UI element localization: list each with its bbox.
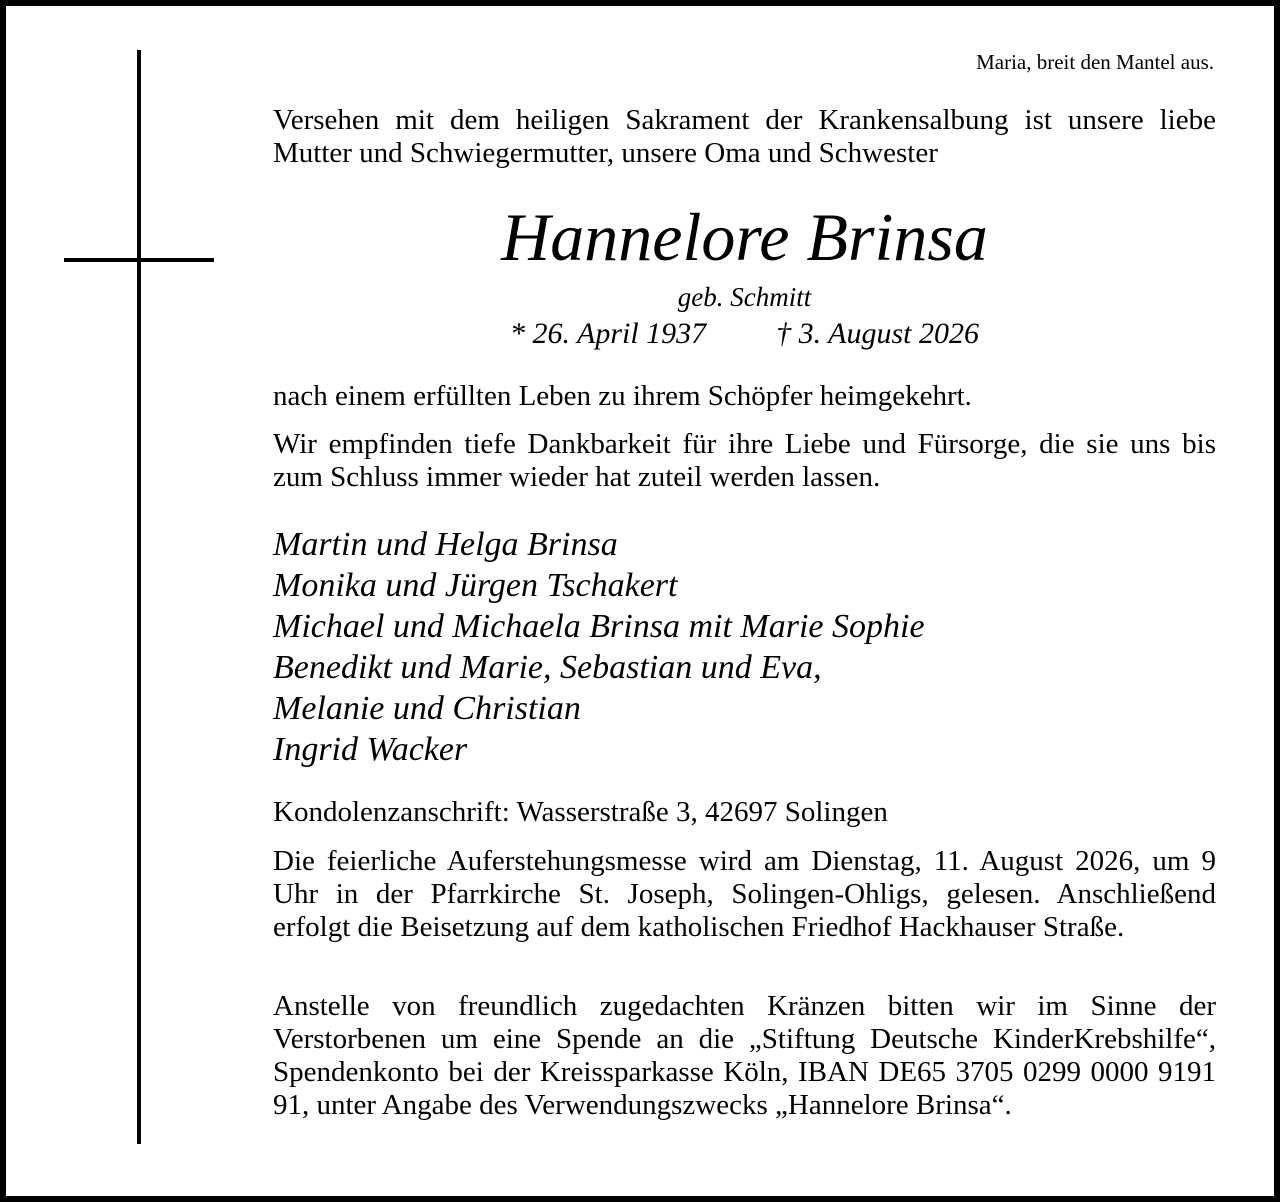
intro-text: Versehen mit dem heiligen Sakrament der Krankensalbung ist unsere liebe Mutter und Schwiegermutter, unsere Oma und Schwester: [273, 104, 1216, 169]
mourner-line: Michael und Michaela Brinsa mit Marie Sophie: [273, 608, 925, 645]
birth-name: geb. Schmitt: [677, 282, 812, 312]
returned-home-text: nach einem erfüllten Leben zu ihrem Schöpfer heimgekehrt.: [273, 380, 972, 412]
mourners-list: [273, 524, 925, 770]
gratitude-text: Wir empfinden tiefe Dankbarkeit für ihre Liebe und Fürsorge, die sie uns bis zum Schluss immer wieder hat zuteil werden lassen.: [273, 428, 1216, 493]
mourner-line: Monika und Jürgen Tschakert: [273, 567, 678, 604]
cross-vertical-bar: [137, 50, 141, 1144]
mourner-line: Ingrid Wacker: [273, 731, 468, 768]
mourner-line: Martin und Helga Brinsa: [273, 526, 618, 563]
condolence-address: Kondolenzanschrift: Wasserstraße 3, 42697 Solingen: [273, 796, 888, 828]
life-dates: [273, 316, 1216, 352]
mourner-line: Melanie und Christian: [273, 690, 581, 727]
donation-text: Anstelle von freundlich zugedachten Kränzen bitten wir im Sinne der Verstorbenen um eine Spende an die „Stiftung Deutsche KinderKrebshilfe“, Spendenkonto bei der Kreissparkasse Köln, IBAN DE65 3705 0299 0000 9191 91, unter Angabe des Verwendungszwecks „Hannelore Brinsa“.: [273, 990, 1216, 1121]
service-text: Die feierliche Auferstehungsmesse wird am Dienstag, 11. August 2026, um 9 Uhr in der Pfarrkirche St. Joseph, Solingen-Ohligs, gelesen. Anschließend erfolgt die Beisetzung auf dem katholischen Friedhof Hackhauser Straße.: [273, 845, 1216, 943]
cross-horizontal-bar: [64, 258, 214, 262]
deceased-name: Hannelore Brinsa: [501, 199, 988, 275]
birth-date: * 26. April 1937: [510, 317, 707, 350]
death-date: † 3. August 2026: [776, 317, 979, 350]
motto: Maria, breit den Mantel aus.: [976, 50, 1214, 74]
mourner-line: Benedikt und Marie, Sebastian und Eva,: [273, 649, 822, 686]
